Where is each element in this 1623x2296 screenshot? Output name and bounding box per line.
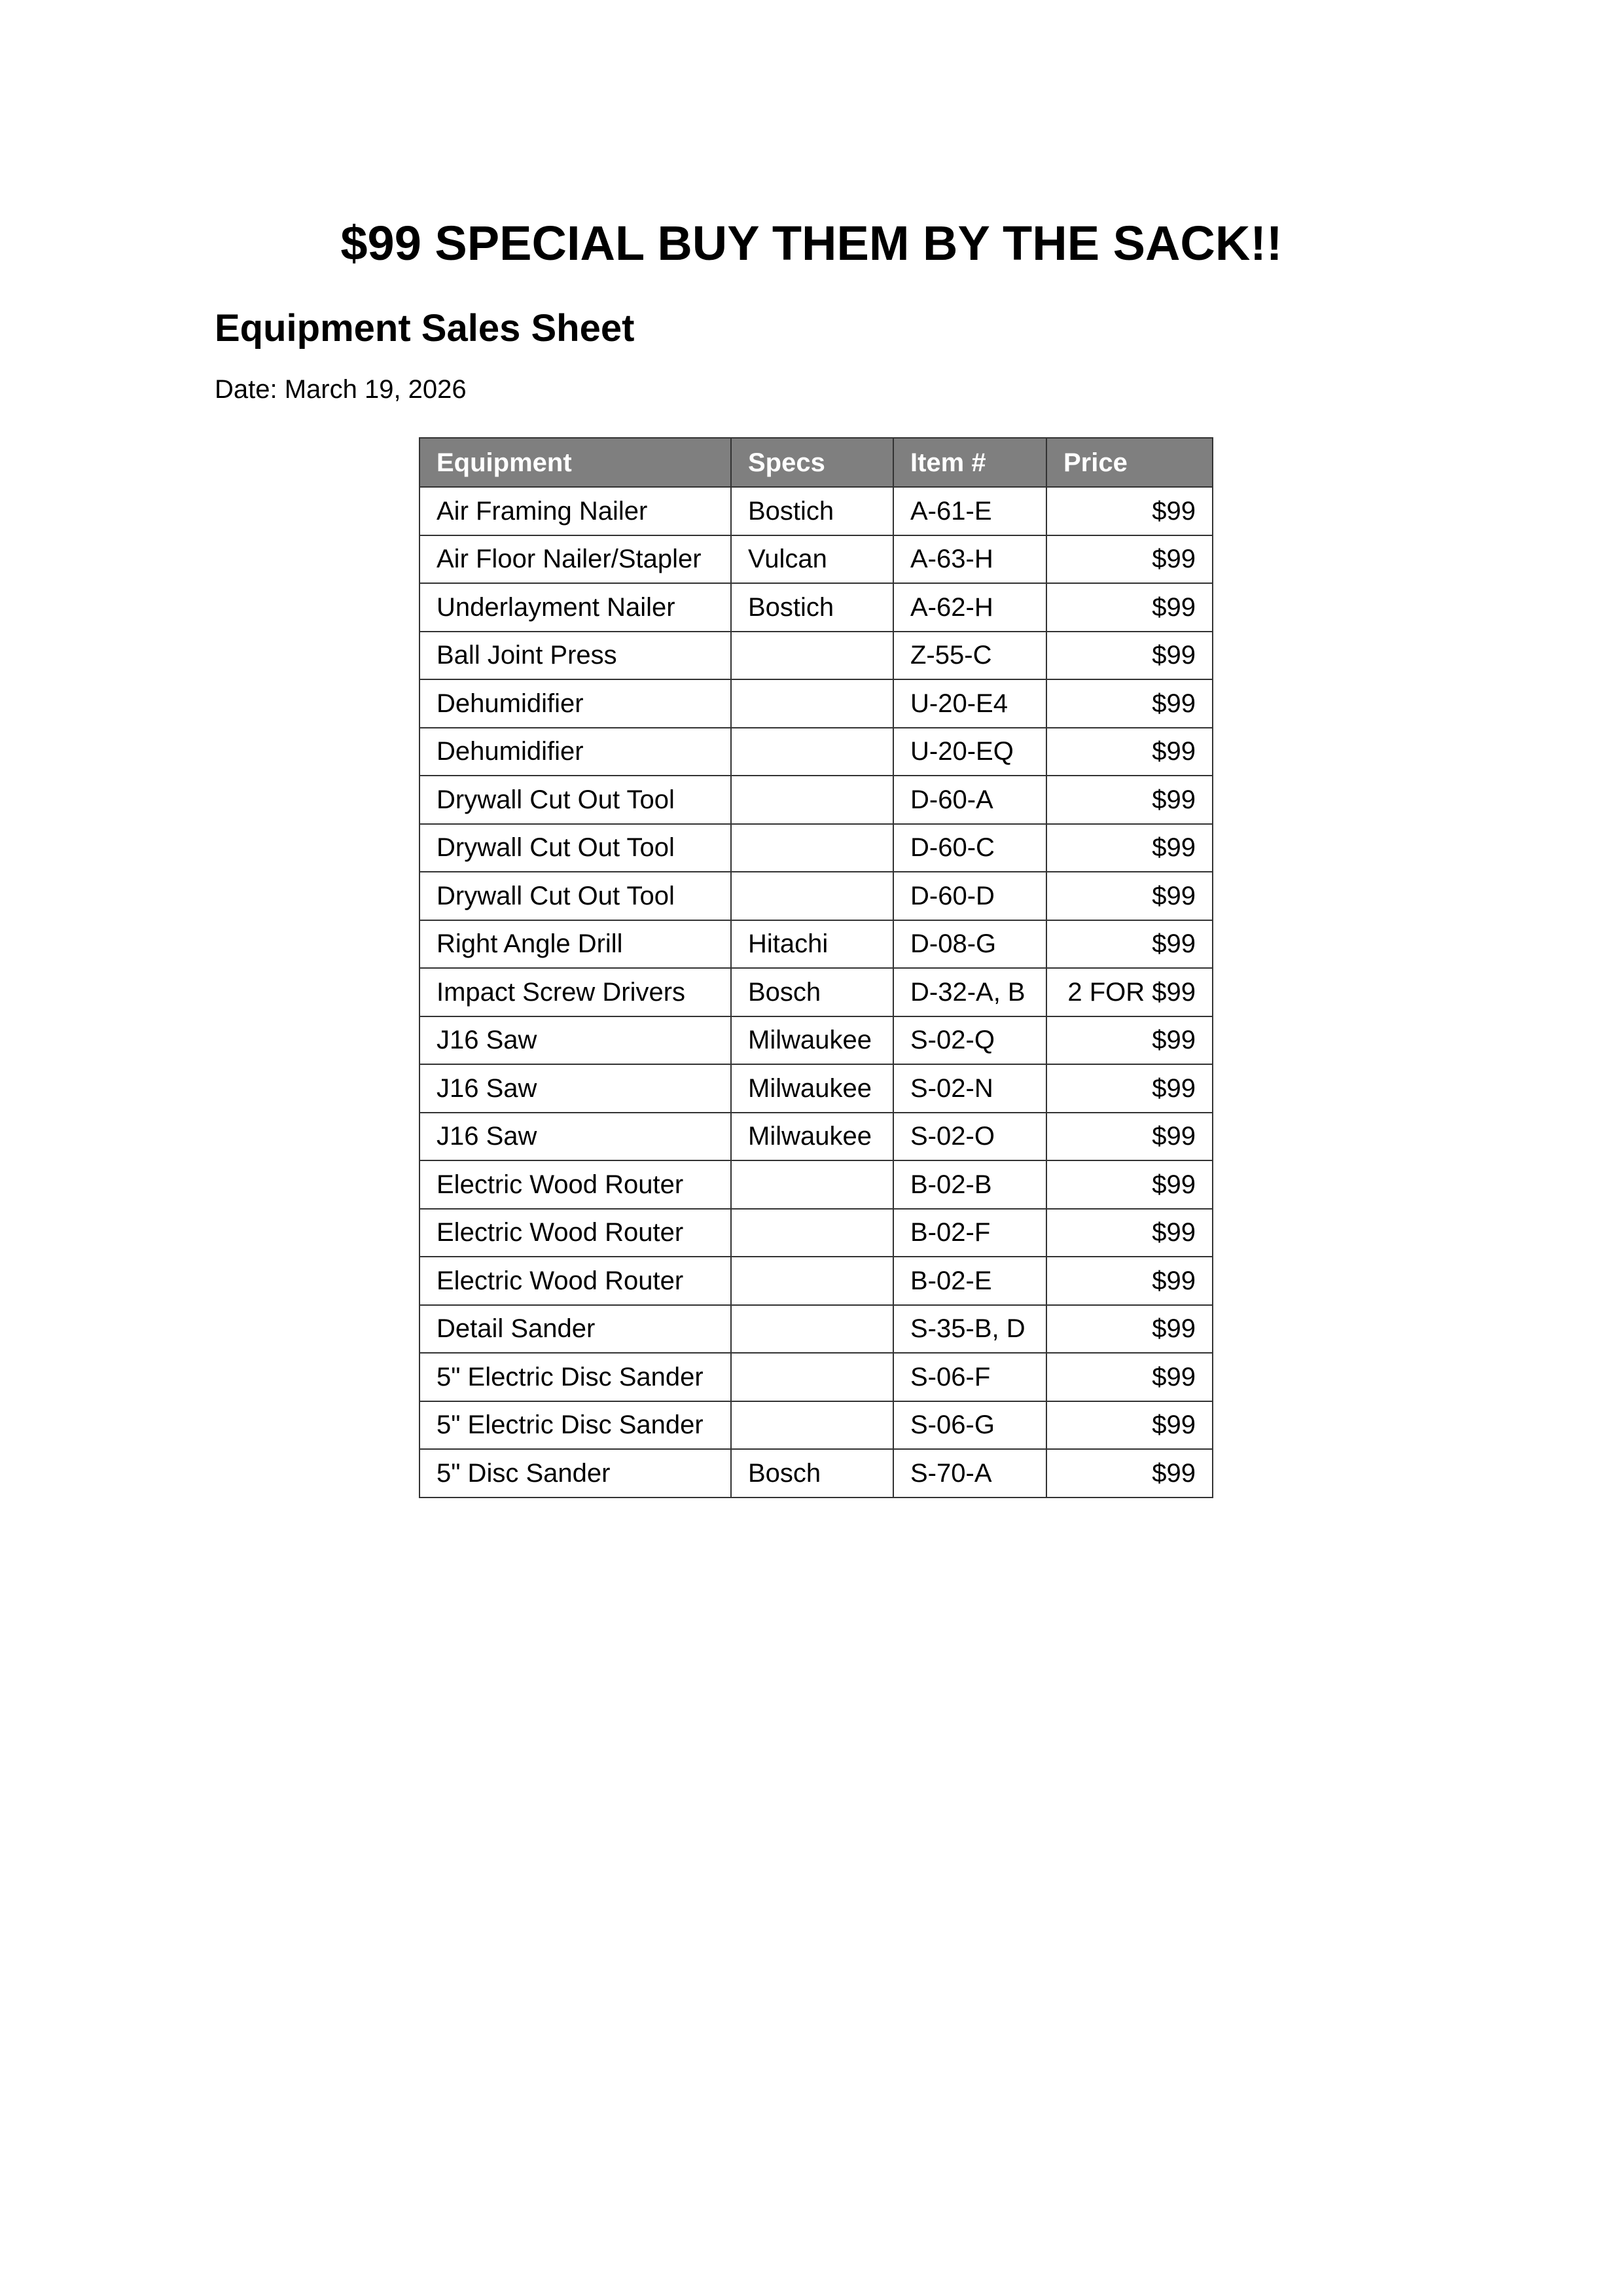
cell-price: $99 [1046, 1449, 1213, 1498]
table-row [419, 1449, 1213, 1498]
cell-price: $99 [1046, 872, 1213, 920]
cell-price: 2 FOR $99 [1046, 968, 1213, 1016]
cell-specs: Milwaukee [731, 1064, 893, 1113]
cell-price: $99 [1046, 487, 1213, 535]
cell-item-number: S-70-A [893, 1449, 1046, 1498]
cell-equipment: Electric Wood Router [419, 1209, 731, 1257]
cell-specs: Milwaukee [731, 1016, 893, 1065]
cell-item-number: S-06-G [893, 1401, 1046, 1450]
table-row [419, 728, 1213, 776]
cell-equipment: Drywall Cut Out Tool [419, 824, 731, 872]
cell-equipment: Impact Screw Drivers [419, 968, 731, 1016]
cell-equipment: Right Angle Drill [419, 920, 731, 969]
table-row [419, 1353, 1213, 1401]
cell-price: $99 [1046, 1113, 1213, 1161]
cell-item-number: D-60-C [893, 824, 1046, 872]
table-row [419, 1257, 1213, 1305]
cell-item-number: S-02-O [893, 1113, 1046, 1161]
cell-price: $99 [1046, 824, 1213, 872]
cell-price: $99 [1046, 920, 1213, 969]
table-row [419, 824, 1213, 872]
cell-item-number: A-61-E [893, 487, 1046, 535]
cell-specs [731, 1209, 893, 1257]
cell-equipment: Air Framing Nailer [419, 487, 731, 535]
cell-item-number: S-35-B, D [893, 1305, 1046, 1354]
equipment-table [419, 437, 1213, 1498]
table-row [419, 632, 1213, 680]
cell-equipment: Electric Wood Router [419, 1160, 731, 1209]
cell-price: $99 [1046, 679, 1213, 728]
column-header-price: Price [1046, 438, 1213, 487]
cell-item-number: D-32-A, B [893, 968, 1046, 1016]
cell-equipment: Ball Joint Press [419, 632, 731, 680]
cell-specs: Vulcan [731, 535, 893, 584]
cell-item-number: S-02-N [893, 1064, 1046, 1113]
cell-equipment: J16 Saw [419, 1113, 731, 1161]
table-row [419, 1209, 1213, 1257]
cell-specs: Bostich [731, 583, 893, 632]
table-row [419, 1160, 1213, 1209]
table-header [419, 438, 1213, 487]
cell-price: $99 [1046, 728, 1213, 776]
cell-item-number: Z-55-C [893, 632, 1046, 680]
table-row [419, 679, 1213, 728]
table-row [419, 920, 1213, 969]
cell-price: $99 [1046, 1257, 1213, 1305]
cell-price: $99 [1046, 1305, 1213, 1354]
sheet-title: Equipment Sales Sheet [215, 307, 635, 350]
cell-specs: Hitachi [731, 920, 893, 969]
table-row [419, 535, 1213, 584]
headline: $99 SPECIAL BUY THEM BY THE SACK!! [340, 216, 1283, 270]
cell-price: $99 [1046, 1209, 1213, 1257]
cell-item-number: S-06-F [893, 1353, 1046, 1401]
date-line: Date: March 19, 2026 [215, 375, 467, 404]
cell-specs: Bostich [731, 487, 893, 535]
cell-equipment: Dehumidifier [419, 679, 731, 728]
cell-price: $99 [1046, 1401, 1213, 1450]
cell-specs: Bosch [731, 1449, 893, 1498]
cell-item-number: A-62-H [893, 583, 1046, 632]
cell-specs: Milwaukee [731, 1113, 893, 1161]
cell-equipment: Detail Sander [419, 1305, 731, 1354]
cell-item-number: B-02-B [893, 1160, 1046, 1209]
cell-price: $99 [1046, 535, 1213, 584]
cell-equipment: J16 Saw [419, 1016, 731, 1065]
cell-price: $99 [1046, 1160, 1213, 1209]
table-row [419, 872, 1213, 920]
cell-equipment: J16 Saw [419, 1064, 731, 1113]
cell-equipment: 5" Electric Disc Sander [419, 1353, 731, 1401]
cell-price: $99 [1046, 1016, 1213, 1065]
table-row [419, 1401, 1213, 1450]
cell-equipment: Air Floor Nailer/Stapler [419, 535, 731, 584]
cell-item-number: B-02-F [893, 1209, 1046, 1257]
cell-specs [731, 824, 893, 872]
cell-specs [731, 1353, 893, 1401]
cell-item-number: S-02-Q [893, 1016, 1046, 1065]
table-row [419, 968, 1213, 1016]
table-row [419, 1305, 1213, 1354]
table-row [419, 1016, 1213, 1065]
cell-specs [731, 632, 893, 680]
cell-price: $99 [1046, 583, 1213, 632]
cell-item-number: D-60-A [893, 776, 1046, 824]
table-body [419, 487, 1213, 1498]
cell-specs [731, 1401, 893, 1450]
table-row [419, 1064, 1213, 1113]
cell-equipment: Underlayment Nailer [419, 583, 731, 632]
cell-price: $99 [1046, 1064, 1213, 1113]
cell-equipment: Dehumidifier [419, 728, 731, 776]
column-header-item-number: Item # [893, 438, 1046, 487]
cell-item-number: U-20-E4 [893, 679, 1046, 728]
column-header-equipment: Equipment [419, 438, 731, 487]
cell-item-number: D-60-D [893, 872, 1046, 920]
cell-equipment: 5" Disc Sander [419, 1449, 731, 1498]
cell-specs [731, 728, 893, 776]
header-row [419, 438, 1213, 487]
cell-price: $99 [1046, 632, 1213, 680]
cell-specs: Bosch [731, 968, 893, 1016]
table-row [419, 1113, 1213, 1161]
cell-price: $99 [1046, 1353, 1213, 1401]
cell-equipment: Electric Wood Router [419, 1257, 731, 1305]
cell-equipment: Drywall Cut Out Tool [419, 776, 731, 824]
cell-equipment: 5" Electric Disc Sander [419, 1401, 731, 1450]
cell-specs [731, 1160, 893, 1209]
column-header-specs: Specs [731, 438, 893, 487]
cell-equipment: Drywall Cut Out Tool [419, 872, 731, 920]
cell-specs [731, 1305, 893, 1354]
cell-item-number: B-02-E [893, 1257, 1046, 1305]
cell-item-number: A-63-H [893, 535, 1046, 584]
cell-specs [731, 872, 893, 920]
table-row [419, 583, 1213, 632]
cell-specs [731, 776, 893, 824]
cell-specs [731, 679, 893, 728]
cell-price: $99 [1046, 776, 1213, 824]
table-row [419, 487, 1213, 535]
cell-item-number: D-08-G [893, 920, 1046, 969]
cell-specs [731, 1257, 893, 1305]
cell-item-number: U-20-EQ [893, 728, 1046, 776]
table-row [419, 776, 1213, 824]
